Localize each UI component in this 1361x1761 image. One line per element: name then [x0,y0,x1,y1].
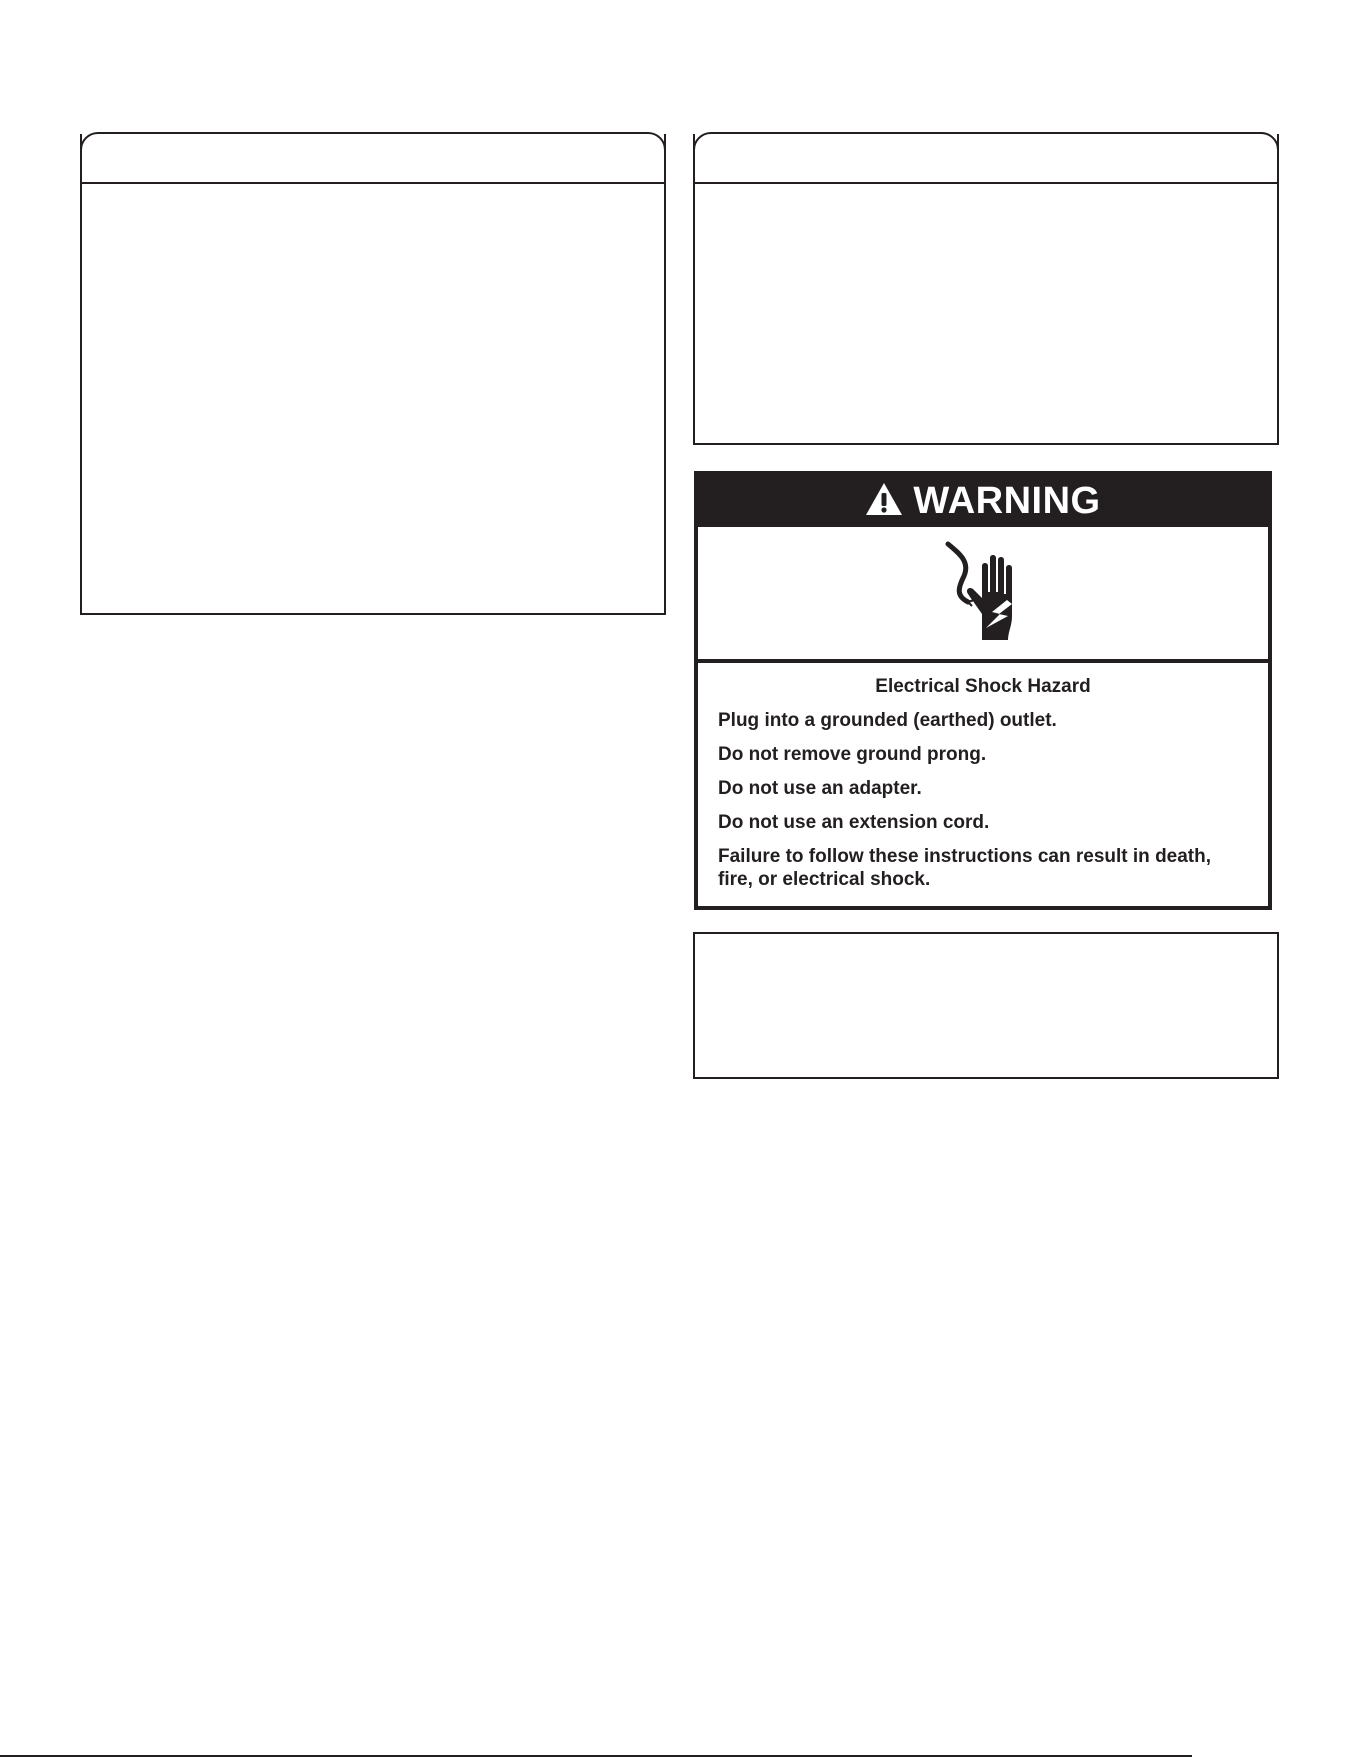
instruction-line: Do not use an extension cord. [718,812,990,833]
electrical-shock-hand-icon [928,536,1038,651]
bottom-panel [693,932,1279,1079]
hazard-name: Electrical Shock Hazard [875,676,1091,697]
safety-alert-triangle-icon [865,482,903,521]
left-panel-tab [80,132,666,184]
warning-text [698,663,1268,906]
right-panel-body [695,184,1277,443]
warning-label [694,471,1272,910]
instruction-line: Do not use an adapter. [718,778,922,799]
page-bottom-rule [0,1755,1192,1757]
warning-title: WARNING [913,480,1101,522]
right-tabbed-panel [693,134,1279,445]
instruction-line: Do not remove ground prong. [718,744,987,765]
warning-header [698,475,1268,527]
instruction-line: Plug into a grounded (earthed) outlet. [718,710,1057,731]
left-panel-body [82,184,664,613]
consequence-statement: Failure to follow these instructions can result in death, fire, or electrical shock. [718,846,1212,890]
pictogram-panel [698,527,1268,663]
right-panel-tab [693,132,1279,184]
left-tabbed-panel [80,134,666,615]
